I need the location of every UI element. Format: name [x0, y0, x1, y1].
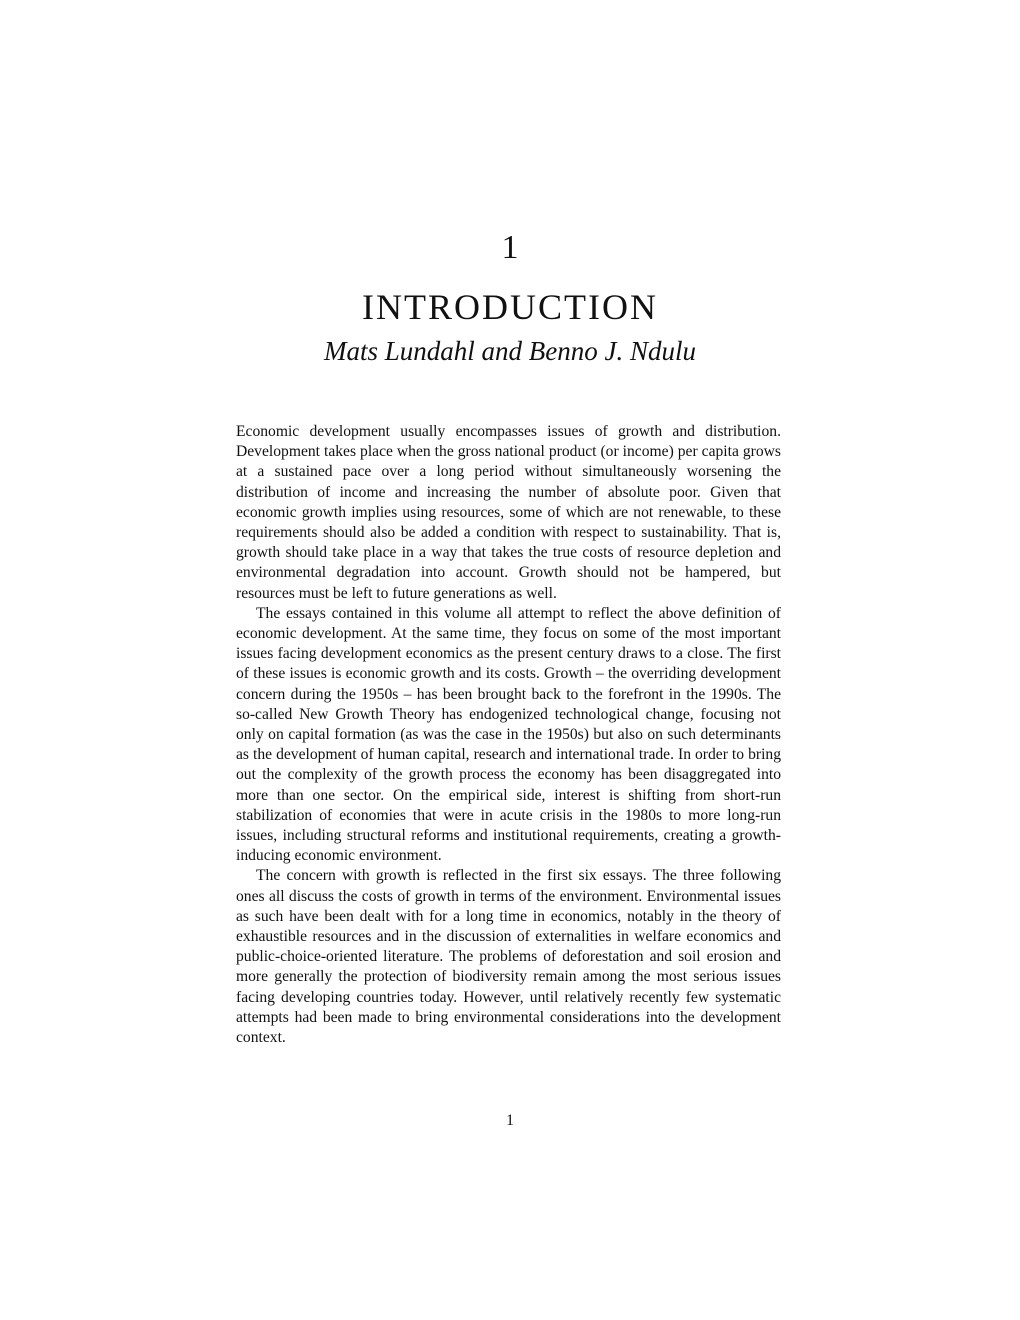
chapter-number: 1 — [501, 229, 519, 266]
paragraph-3: The concern with growth is reflected in the first six essays. The three following ones all discuss the costs of growth in terms of the environment. Environmental issues as such have been dealt with for a long time in economics, notably in the theory of exhaustible resources and in the discussion of externalities in welfare economics and public-choice-oriented literature. The problems of deforestation and soil erosion and more generally the protection of biodiversity remain among the most serious issues facing developing countries today. However, until relatively recently few systematic attempts had been made to bring environmental considerations into the development context. — [236, 867, 781, 1047]
paragraph-1: Economic development usually encompasses issues of growth and distribution. Development takes place when the gross national product (or income) per capita grows at a sustained pace over a long period without simultaneously worsening the distribution of income and increasing the number of absolute poor. Given that economic growth implies using resources, some of which are not renewable, to these requirements should also be added a condition with respect to sustainability. That is, growth should take place in a way that takes the true costs of resource depletion and environmental degradation into account. Growth should not be hampered, but resources must be left to future generations as well. — [236, 423, 781, 602]
chapter-title: INTRODUCTION — [362, 287, 658, 327]
chapter-authors: Mats Lundahl and Benno J. Ndulu — [324, 336, 696, 366]
paragraph-2: The essays contained in this volume all attempt to reflect the above definition of economic development. At the same time, they focus on some of the most important issues facing development economics as the present century draws to a close. The first of these issues is economic growth and its costs. Growth – the overriding development concern during the 1950s – has been brought back to the forefront in the 1990s. The so-called New Growth Theory has endogenized technological change, focusing not only on capital formation (as was the case in the 1950s) but also on such determinants as the development of human capital, research and international trade. In order to bring out the complexity of the growth process the economy has been disaggregated into more than one sector. On the empirical side, interest is shifting from short-run stabilization of economies that were in acute crisis in the 1980s to more long-run issues, including structural reforms and institutional requirements, creating a growth-inducing economic environment. — [236, 604, 781, 865]
body-text — [236, 422, 781, 1048]
page-number: 1 — [506, 1112, 514, 1129]
